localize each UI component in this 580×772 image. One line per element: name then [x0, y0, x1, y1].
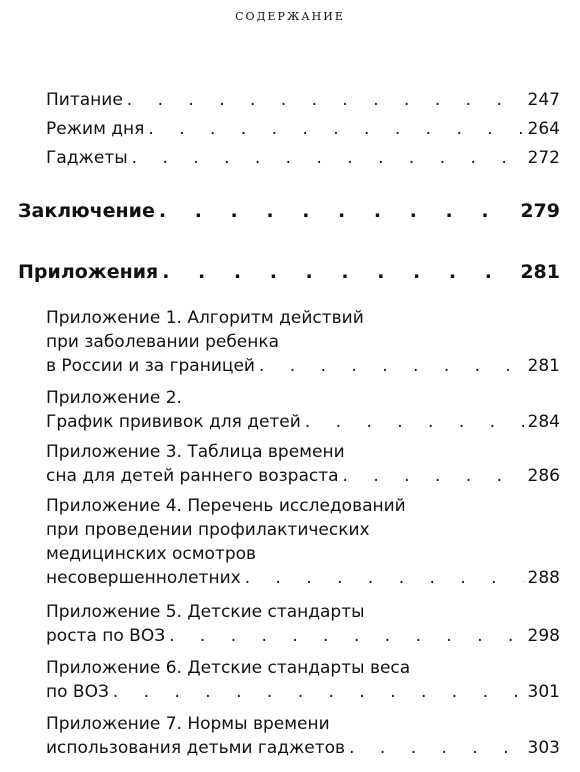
toc-entry-nutrition[interactable]: [0, 90, 580, 119]
toc-page-number: 298: [527, 626, 560, 646]
running-header: СОДЕРЖАНИЕ: [235, 10, 345, 23]
toc-entry-appendix-3[interactable]: [0, 440, 580, 488]
toc-page-number: 284: [527, 412, 560, 432]
toc-page-number: 279: [520, 200, 560, 222]
leader-dots: [113, 680, 524, 704]
toc-entry-title-line: в России и за границей: [46, 356, 255, 376]
leader-dots: [127, 90, 524, 110]
toc-entry-title-line: при проведении профилактических: [46, 520, 370, 540]
toc-entry-title-line: по ВОЗ: [46, 682, 109, 702]
toc-entry-title-line: сна для детей раннего возраста: [46, 466, 339, 486]
toc-entry-title-line: Приложение 4. Перечень исследований: [46, 496, 406, 516]
leader-dots: [245, 566, 524, 590]
leader-dots: [148, 119, 523, 139]
toc-page-number: 288: [527, 568, 560, 588]
leader-dots: [259, 354, 524, 378]
toc-entry-title-line: использования детьми гаджетов: [46, 738, 346, 758]
toc-entry-conclusion[interactable]: [0, 200, 580, 229]
toc-entry-title: Режим дня: [46, 119, 145, 139]
toc-entry-title: Питание: [46, 90, 123, 110]
toc-entry-appendix-7[interactable]: [0, 712, 580, 760]
leader-dots: [169, 624, 523, 648]
toc-page-number: 303: [527, 738, 560, 758]
toc-entry-title-line: Приложение 2.: [46, 388, 182, 408]
toc-entry-appendices[interactable]: [0, 261, 580, 290]
leader-dots: [162, 261, 516, 283]
toc-entry-title: Приложения: [18, 261, 159, 283]
toc-entry-title-line: Приложение 3. Таблица времени: [46, 442, 345, 462]
toc-entry-title: Гаджеты: [46, 148, 128, 168]
toc-entry-title-line: Приложение 1. Алгоритм действий: [46, 308, 364, 328]
toc-entry-title-line: График прививок для детей: [46, 412, 301, 432]
toc-entry-title-line: Приложение 5. Детские стандарты: [46, 602, 365, 622]
toc-entry-appendix-4[interactable]: [0, 494, 580, 590]
leader-dots: [159, 200, 516, 222]
toc-page-number: 286: [527, 466, 560, 486]
toc-entry-daily-routine[interactable]: [0, 119, 580, 148]
toc-entry-title-line: роста по ВОЗ: [46, 626, 166, 646]
leader-dots: [349, 736, 523, 760]
toc-entry-appendix-2[interactable]: [0, 386, 580, 434]
toc-entry-title-line: медицинских осмотров: [46, 544, 257, 564]
toc-entry-title-line: Приложение 6. Детские стандарты веса: [46, 658, 411, 678]
toc-page-number: 301: [527, 682, 560, 702]
toc-page-number: 247: [527, 90, 560, 110]
toc-entry-title-line: при заболевании ребенка: [46, 332, 280, 352]
toc-entry-title: Заключение: [18, 200, 155, 222]
toc-page-number: 264: [527, 119, 560, 139]
toc-entry-appendix-5[interactable]: [0, 600, 580, 648]
leader-dots: [132, 148, 524, 168]
toc-entry-appendix-1[interactable]: [0, 306, 580, 378]
toc-entry-title-line: Приложение 7. Нормы времени: [46, 714, 330, 734]
leader-dots: [343, 464, 524, 488]
leader-dots: [305, 410, 524, 434]
toc-page-number: 281: [520, 261, 560, 283]
toc-page-number: 281: [527, 356, 560, 376]
toc-page-number: 272: [527, 148, 560, 168]
toc-entry-appendix-6[interactable]: [0, 656, 580, 704]
toc-entry-gadgets[interactable]: [0, 148, 580, 177]
toc-entry-title-line: несовершеннолетних: [46, 568, 241, 588]
